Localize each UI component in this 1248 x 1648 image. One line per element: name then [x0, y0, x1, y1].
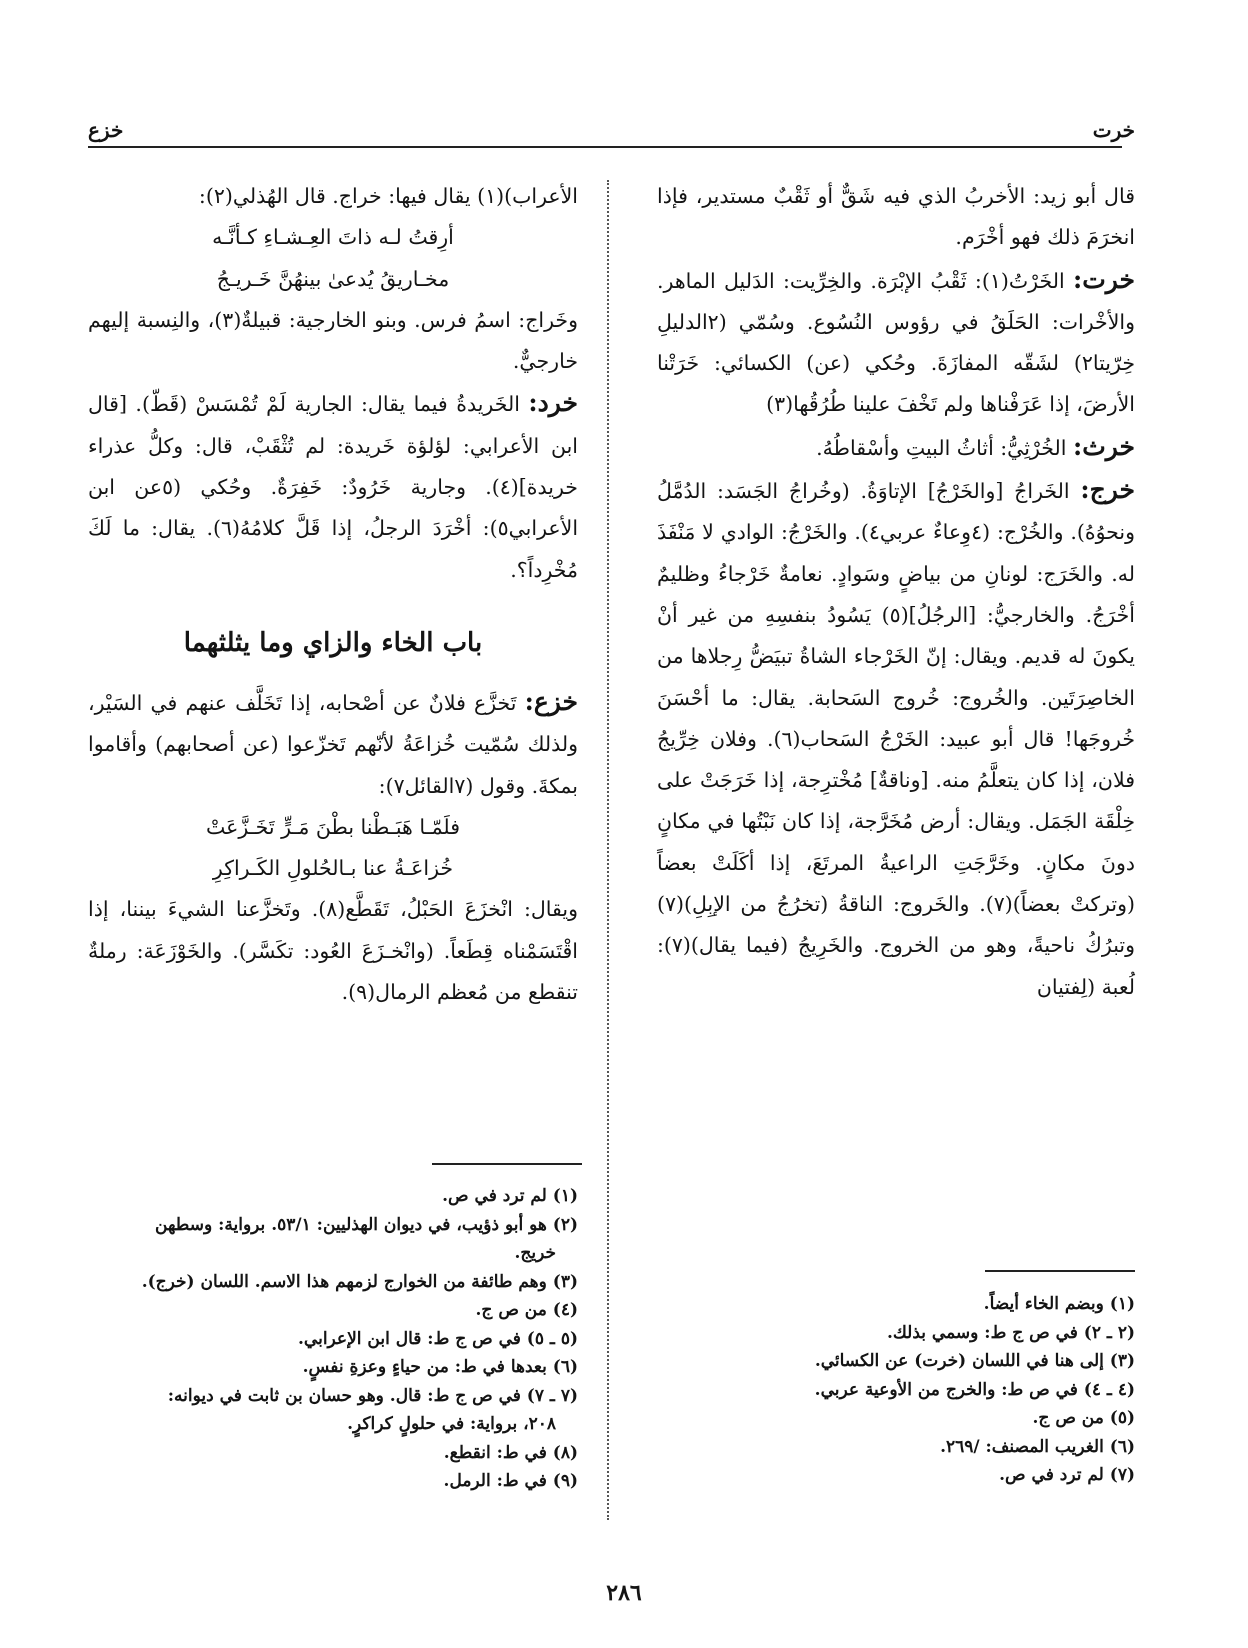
footnote: (٣) إلى هنا في اللسان (خرت) عن الكسائي. — [814, 1351, 1135, 1371]
footnote: (٥ ـ ٥) في ص ج ط: قال ابن الإعرابي. — [298, 1328, 578, 1349]
dictionary-entry — [88, 382, 578, 590]
entry-text: الخَريدةُ فيما يقال: الجارية لَمْ تُمْسَسْ (قَطّ). [قال ابن الأعرابي: لؤلؤة خَريدة: لم تُثْقَبْ، قال: وكلُّ عذراء خريدة](٤). وجارية خَرُودٌ: خَفِرَةٌ. وحُكي (٥عن ابن الأعرابي٥): أخْرَدَ الرجلُ، إذا قَلَّ كلامُهُ(٦). يقال: ما لَكَ مُخْرِداً؟. — [88, 392, 579, 582]
footnote: (٨) في ط: انقطع. — [443, 1442, 578, 1463]
footnote-rule-right — [985, 1270, 1135, 1272]
footnote: (٧) لم ترد في ص. — [999, 1465, 1135, 1485]
poem-verse: فلَمّـا هَبَـطْنا بطْنَ مَـرٍّ تَخَـزَّعَتْ — [205, 814, 461, 839]
body-paragraph: وخَراج: اسمُ فرس. وبنو الخارجية: قبيلةٌ(٣)، والنِسبة إليهم خارجيٌّ. — [88, 307, 579, 374]
body-paragraph: ويقال: انْخزَعَ الحَبْلُ، تَقَطَّع(٨). وتَخزَّعنا الشيءَ بيننا، إذا اقْتَسَمْناه قِطَعاً. (وانْخـزَعَ العُود: تكَسَّر). والخَوْزَعَة: رملةٌ تنقطع من مُعظم الرمال(٩). — [88, 897, 578, 1005]
body-paragraph: قال أبو زيد: الأخربُ الذي فيه شَقٌّ أو ثَقْبٌ مستدير، فإذا انخرَمَ ذلك فهو أخْرَم. — [657, 184, 1135, 250]
footnotes-left — [88, 1182, 578, 1496]
dictionary-entry — [88, 681, 578, 807]
footnote: خريج. — [514, 1243, 556, 1263]
running-head-right: خرت — [1092, 118, 1135, 142]
entry-text: تَخزَّع فلانٌ عن أصْحابه، إذا تَخَلَّف عنهم في السَيْر، ولذلك سُمّيت خُزاعَةُ لأنّهم تَخزّعوا (عن أصحابهم) وأقاموا بمكةَ. وقول (٧القائل٧): — [88, 690, 578, 798]
footnote-rule-left — [432, 1163, 582, 1165]
poem-verse: أرِقتُ لـه ذاتَ العِـشـاءِ كـأنَّـه — [212, 225, 454, 250]
right-column — [657, 176, 1135, 1008]
entry-headword: خزع: — [524, 686, 578, 716]
entry-headword: خرج: — [1080, 475, 1135, 505]
poem-verse: خُزاعَـةُ عنا بـالحُلولِ الكَـراكِرِ — [212, 856, 454, 881]
footnote: (٥) من ص ج. — [1032, 1408, 1135, 1428]
entry-text: الخَرْتُ(١): ثَقْبُ الإبْرَة. والخِرِّيت: الدَليل الماهر. والأخْرات: الحَلَقُ في رؤوس النُسُوع. وسُمّي (٢الدليلِ خِرّيتا٢) لشَقّه المفازَةَ. وحُكي (عن) الكسائي: خَرَتْنا الأرضَ، إذا عَرَفْناها ولم تَخْفَ علينا طُرُقُها(٣) — [657, 268, 1135, 417]
footnote: ٢٠٨، برواية: في حلولٍ كراكرٍ. — [347, 1414, 556, 1434]
footnote: (٤) من ص ج. — [475, 1300, 578, 1320]
footnote: (٧ ـ ٧) في ص ج ط: قال. وهو حسان بن ثابت في ديوانه: — [167, 1385, 578, 1406]
entry-headword: خرت: — [1072, 264, 1135, 294]
footnote: (٦) الغريب المصنف: /٢٦٩. — [940, 1436, 1135, 1457]
entry-text: الخَراجُ [والخَرْجُ] الإتاوَةُ. (وخُراجُ الجَسَد: الدُمَّلُ ونحوُهُ). والخُرْج: (٤وِعاءٌ عربي٤). والخَرْجُ: الوادي لا مَنْفَذَ له. والخَرَج: لونانِ من بياضٍ وسَوادٍ. نعامةٌ خَرْجاءُ وظليمٌ أخْرَجُ. والخارجيُّ: [الرجُلُ](٥) يَسُودُ بنفسِهِ من غير أنْ يكونَ له قديم. ويقال: إنّ الخَرْجاء الشاةُ تبيَضُّ رِجلاها من الخاصِرَتَين. والخُروج: خُروج السَحابة. يقال: ما أحْسَنَ خُروجَها! قال أبو عبيد: الخَرْجُ السَحاب(٦). وفلان خِرِّيجُ فلان، إذا كان يتعلَّمُ منه. [وناقةٌ] مُخْترِجة، إذا خَرَجَتْ على خِلْقَة الجَمَل. ويقال: أرض مُخَرَّجة، إذا كان نَبْتُها في مكانٍ دونَ مكانٍ. وخَرَّجَتِ الراعيةُ المرتَعَ، إذا أكَلَتْ بعضاً (وتركتْ بعضاً)(٧). والخَروج: الناقةُ (تخرُجُ من الإبِلِ)(٧) وتبرُكُ ناحيةً، وهو من الخروج. والخَرِيجُ (فيما يقال)(٧): لُعبة (لِفتيان — [657, 479, 1136, 999]
body-paragraph: الأعراب)(١) يقال فيها: خراج. قال الهُذلي(٢): — [198, 184, 578, 208]
running-head-left: خزع — [88, 118, 124, 142]
footnote: (٤ ـ ٤) في ص ط: والخرج من الأوعية عربي. — [814, 1379, 1135, 1400]
poem-verse: مخـاريقُ يُدعىٰ بينهُنَّ خَـريـجُ — [216, 266, 450, 291]
footnote: (٦) بعدها في ط: من حياءٍ وعزةِ نفسٍ. — [302, 1357, 578, 1377]
left-column — [88, 176, 578, 1013]
dictionary-entry — [657, 469, 1135, 1008]
footnote: (٩) في ط: الرمل. — [443, 1471, 578, 1491]
footnote: (٢ ـ ٢) في ص ج ط: وسمي بذلك. — [886, 1322, 1135, 1343]
dictionary-entry — [657, 426, 1135, 469]
column-divider — [607, 180, 609, 1520]
footnote: (٣) وهم طائفة من الخوارج لزمهم هذا الاسم. اللسان (خرج). — [141, 1271, 578, 1292]
footnote: (٢) هو أبو ذؤيب، في ديوان الهذليين: ٥٣/١. برواية: وسطهن — [155, 1214, 578, 1235]
page-number: ٢٨٦ — [606, 1580, 642, 1606]
dictionary-entry — [657, 259, 1135, 426]
entry-headword: خرد: — [528, 388, 578, 418]
entry-headword: خرث: — [1072, 431, 1135, 461]
footnotes-right — [657, 1290, 1135, 1490]
footnote: (١) وبضم الخاء أيضاً. — [983, 1294, 1135, 1314]
entry-text: الخُرْثِيُّ: أثاثُ البيتِ وأسْقاطُهُ. — [816, 435, 1073, 460]
chapter-heading: باب الخاء والزاي وما يثلثهما — [183, 627, 483, 658]
footnote: (١) لم ترد في ص. — [442, 1186, 578, 1206]
header-rule — [88, 146, 1122, 148]
